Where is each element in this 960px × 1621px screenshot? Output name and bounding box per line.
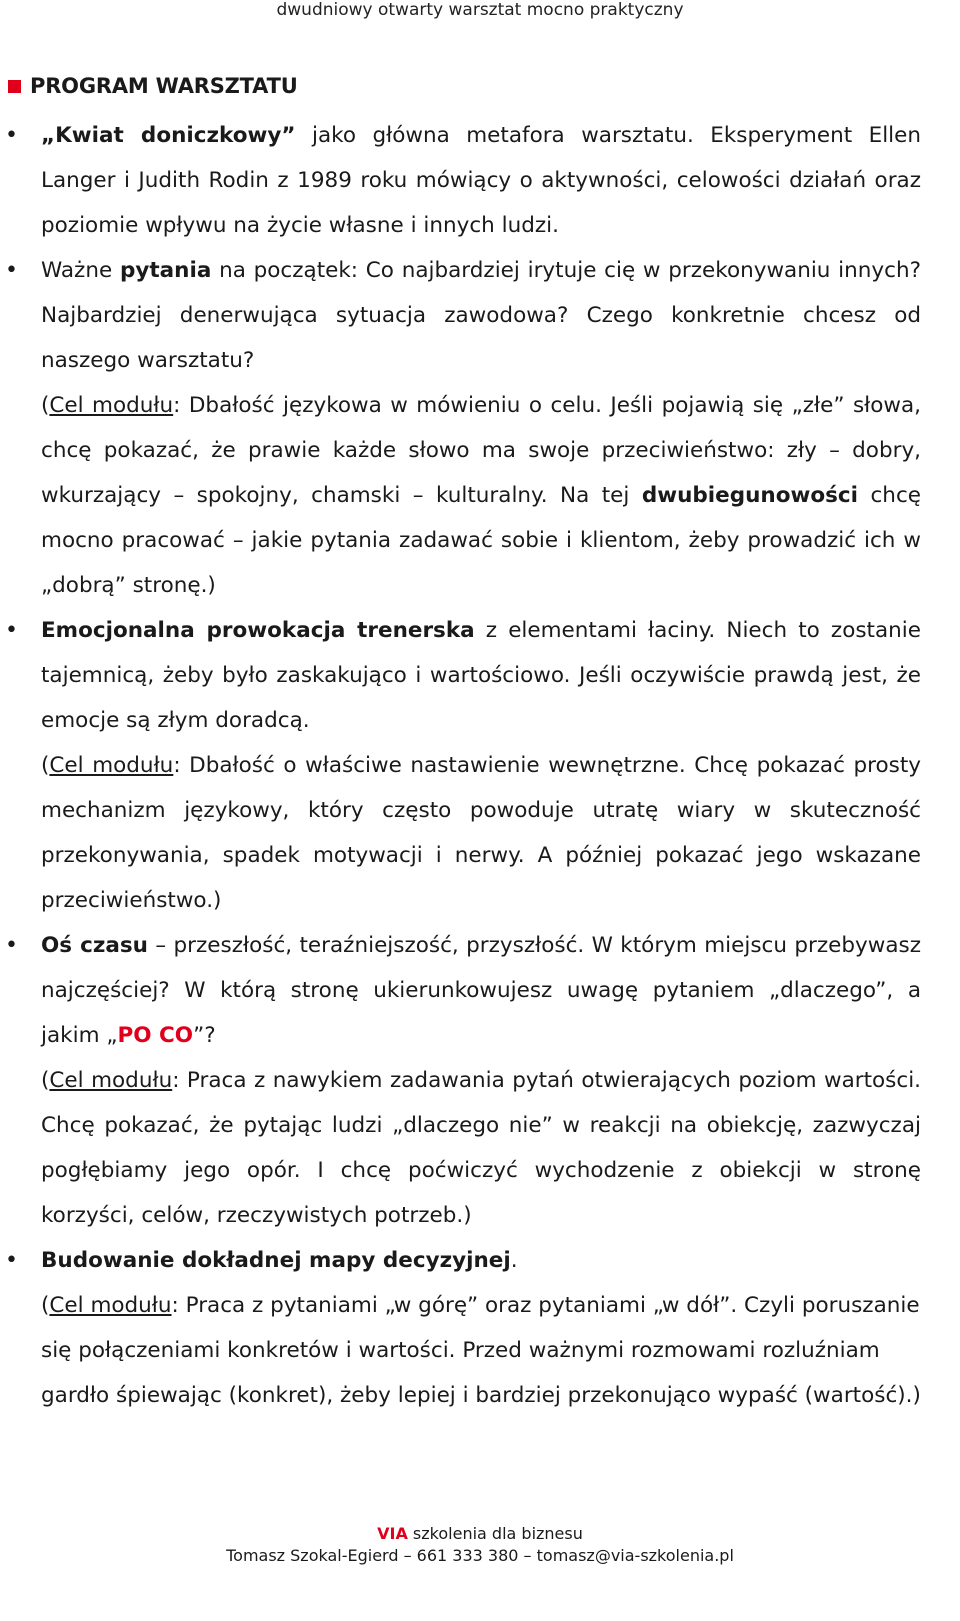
goal-text: : Dbałość o właściwe nastawienie wewnętrzne. Chcę pokazać prosty mechanizm językowy, który często powoduje utratę wiary w skuteczność przekonywania, spadek motywacji i nerwy. A później pokazać jego wskazane przeciwieństwo.) (41, 753, 922, 913)
goal-text: : Praca z nawykiem zadawania pytań otwierających poziom wartości. Chcę pokazać, że pytając ludzi „dlaczego nie” w reakcji na obiekcję, zazwyczaj pogłębiamy jego opór. I chcę poćwiczyć wychodzenie z obiekcji w stronę korzyści, celów, rzeczywistych potrzeb.) (41, 1068, 922, 1228)
list-item (5, 923, 922, 1238)
bullet-icon: • (5, 618, 18, 643)
item-text: – przeszłość, teraźniejszość, przyszłość. W którym miejscu przebywasz najczęściej? W którą stronę ukierunkowujesz uwagę pytaniem „dlaczego”, a jakim „ (41, 933, 921, 1048)
brand-logo-text: VIA (377, 1524, 408, 1543)
page-header-tagline: dwudniowy otwarty warsztat mocno praktyczny (276, 0, 684, 20)
item-lead: Oś czasu (41, 933, 148, 958)
goal-label: Cel modułu (49, 753, 174, 778)
section-heading (8, 74, 298, 98)
item-lead: Emocjonalna prowokacja trenerska (41, 618, 475, 643)
item-text: . (510, 1248, 518, 1273)
goal-label: Cel modułu (49, 1068, 173, 1093)
bullet-icon: • (5, 258, 18, 283)
list-item (5, 1238, 921, 1418)
goal-label: Cel modułu (49, 1293, 172, 1318)
bullet-icon: • (5, 123, 18, 148)
list-item (5, 113, 922, 248)
item-pre: Ważne (41, 258, 120, 283)
item-text-end: ”? (193, 1023, 216, 1048)
goal-bold: dwubiegunowości (641, 483, 859, 508)
footer-brand (0, 1524, 960, 1544)
item-red-emphasis: PO CO (117, 1023, 194, 1048)
item-lead: Budowanie dokładnej mapy decyzyjnej (41, 1248, 511, 1273)
list-item (5, 608, 922, 923)
bullet-icon: • (5, 1248, 18, 1273)
section-title: PROGRAM WARSZTATU (30, 74, 298, 98)
footer-contact: Tomasz Szokal-Egierd – 661 333 380 – tomasz@via-szkolenia.pl (226, 1546, 734, 1565)
program-list (5, 113, 922, 1418)
square-bullet-icon (8, 80, 21, 93)
goal-open: ( (41, 753, 50, 778)
item-text: z elementami łaciny. Niech to zostanie tajemnicą, żeby było zaskakująco i wartościowo. Jeśli oczywiście prawdą jest, że emocje są złym doradcą. (41, 618, 921, 733)
item-text: jako główna metafora warsztatu. Eksperyment Ellen Langer i Judith Rodin z 1989 roku mówiący o aktywności, celowości działań oraz poziomie wpływu na życie własne i innych ludzi. (41, 123, 922, 238)
bullet-icon: • (5, 933, 18, 958)
goal-open: ( (41, 1068, 50, 1093)
goal-text: : Dbałość językowa w mówieniu o celu. Jeśli pojawią się „złe” słowa, chcę pokazać, że prawie każde słowo ma swoje przeciwieństwo: zły – dobry, wkurzający – spokojny, chamski – kulturalny. Na tej (41, 393, 921, 508)
goal-text-end: chcę mocno pracować – jakie pytania zadawać sobie i klientom, żeby prowadzić ich w „dobrą” stronę.) (41, 483, 921, 598)
goal-text: : Praca z pytaniami „w górę” oraz pytaniami „w dół”. Czyli poruszanie się połączeniami konkretów i wartości. Przed ważnymi rozmowami rozluźniam gardło śpiewając (konkret), żeby lepiej i bardziej przekonująco wypaść (wartość).) (41, 1293, 921, 1408)
goal-label: Cel modułu (49, 393, 174, 418)
list-item (5, 248, 921, 608)
item-lead: „Kwiat doniczkowy” (41, 123, 296, 148)
item-bold: pytania (119, 258, 212, 283)
item-text: na początek: Co najbardziej irytuje cię w przekonywaniu innych? Najbardziej denerwująca sytuacja zawodowa? Czego konkretnie chcesz od naszego warsztatu? (41, 258, 921, 373)
brand-tagline: szkolenia dla biznesu (407, 1524, 583, 1543)
goal-open: ( (41, 393, 50, 418)
goal-open: ( (41, 1293, 50, 1318)
